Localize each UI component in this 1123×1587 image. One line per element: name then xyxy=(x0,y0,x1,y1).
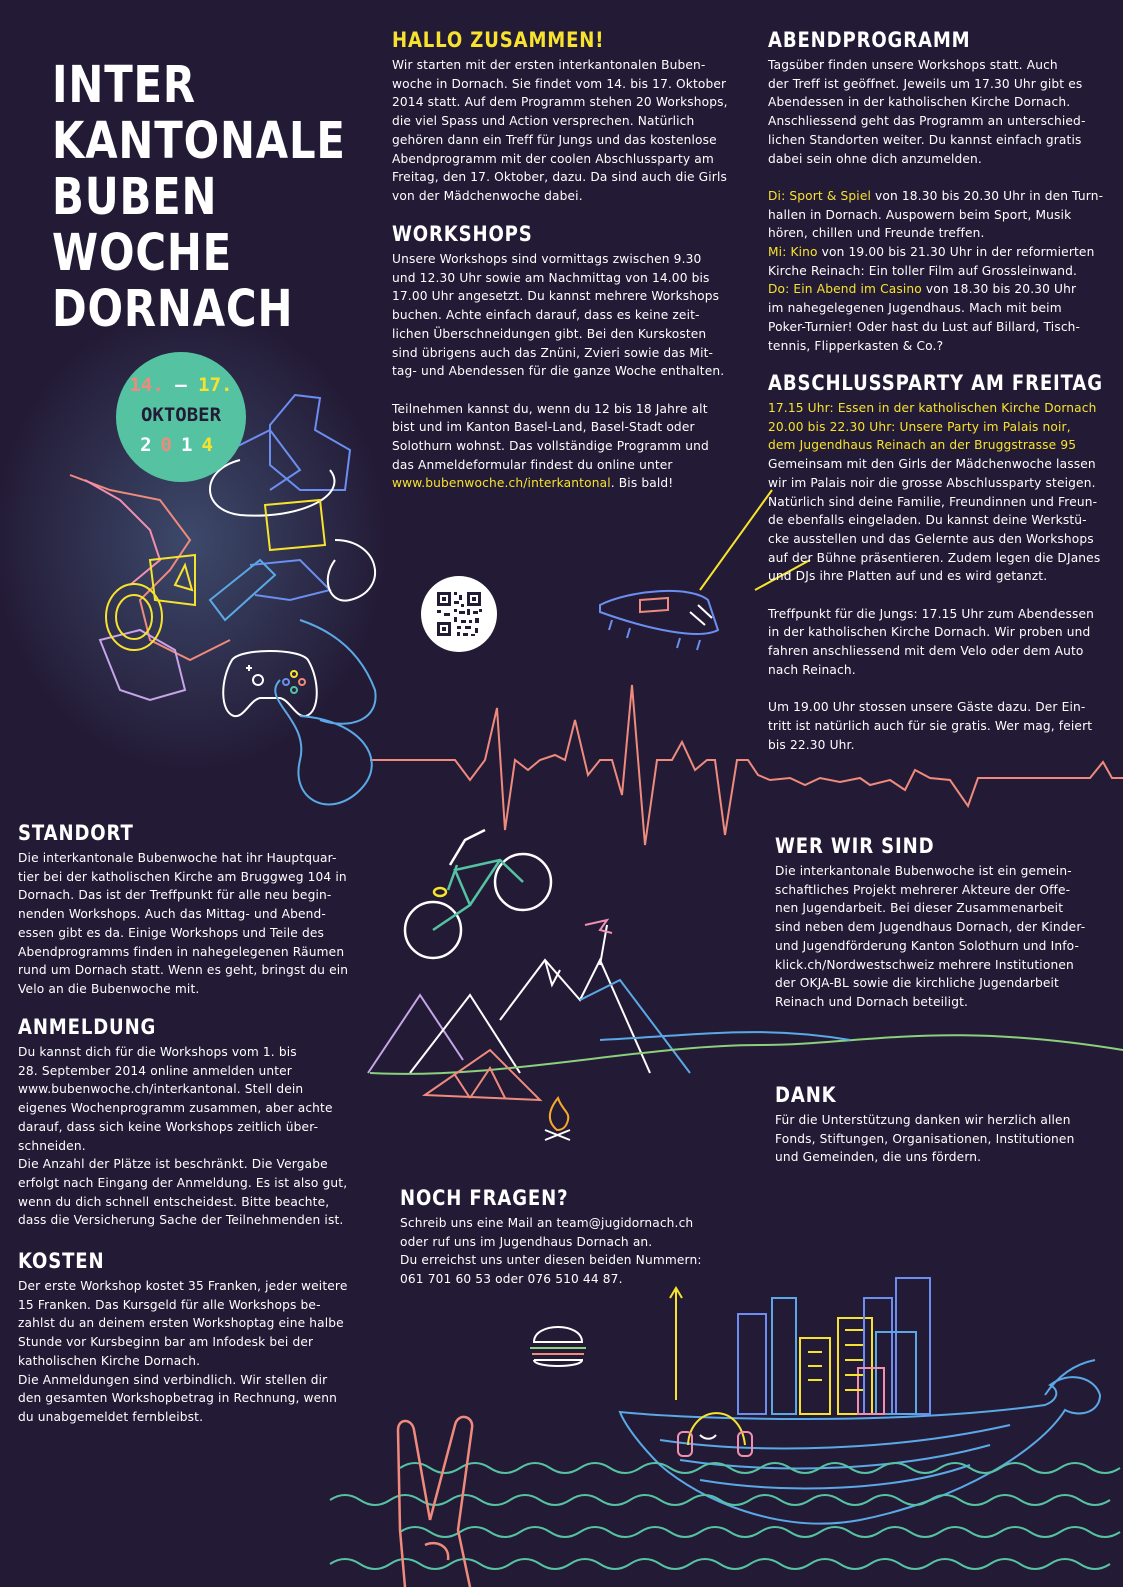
body-line: essen gibt es da. Einige Workshops und Teile des xyxy=(18,925,324,940)
body-line: Kirche Reinach: Ein toller Film auf Grossleinwand. xyxy=(768,263,1078,278)
body-line: Anschliessend geht das Programm an unterschied- xyxy=(768,114,1086,129)
body-line: www.bubenwoche.ch/interkantonal. Stell dein xyxy=(18,1082,304,1097)
doodle-ring-icon xyxy=(106,584,162,650)
body-line: im nahegelegenen Jugendhaus. Mach mit beim xyxy=(768,301,1062,316)
body-line: katholischen Kirche Dornach. xyxy=(18,1353,201,1368)
body-line: Fonds, Stiftungen, Organisationen, Institutionen xyxy=(775,1131,1075,1146)
body-line: Um 19.00 Uhr stossen unsere Gäste dazu. Der Ein- xyxy=(768,700,1086,715)
doodle-arm-icon xyxy=(70,475,230,700)
body-line: Tagsüber finden unsere Workshops statt. Auch xyxy=(768,58,1058,72)
program-item-di xyxy=(768,187,1118,206)
highlight-line: dem Jugendhaus Reinach an der Bruggstrasse 95 xyxy=(768,438,1077,453)
anmeldung-heading: ANMELDUNG xyxy=(18,1015,157,1039)
body-line: woche in Dornach. Sie findet vom 14. bis 17. Oktober xyxy=(392,76,727,91)
city-skyline-illustration xyxy=(738,1278,930,1414)
body-line: Solothurn wohnst. Das vollständige Programm und xyxy=(392,439,709,454)
title-line: DORNACH xyxy=(52,280,294,339)
doodle-sock-icon xyxy=(230,395,350,490)
program-link[interactable]: www.bubenwoche.ch/interkantonal xyxy=(392,476,611,491)
burger-icon xyxy=(530,1327,586,1366)
kosten-heading: KOSTEN xyxy=(18,1249,105,1273)
fragen-heading: NOCH FRAGEN? xyxy=(400,1186,569,1210)
body-line: der OKJA-BL sowie die kirchliche Jugendarbeit xyxy=(775,976,1059,991)
di-text: von 18.30 bis 20.30 Uhr in den Turn- xyxy=(871,188,1104,203)
body-line: tag- und Abendessen für die ganze Woche enthalten. xyxy=(392,364,725,379)
body-line: hören, chillen und Freunde treffen. xyxy=(768,226,985,241)
body-line: Die interkantonale Bubenwoche hat ihr Hauptquar- xyxy=(18,851,337,865)
link-tail: . Bis bald! xyxy=(610,476,674,491)
body-line: Abendessen in der katholischen Kirche Dornach. xyxy=(768,95,1071,110)
body-line: lichen Standorten weiter. Du kannst einfach gratis xyxy=(768,132,1082,147)
bicycle-icon xyxy=(405,830,551,958)
date-badge xyxy=(116,352,246,482)
title-line: BUBEN xyxy=(52,168,218,227)
body-line: Der erste Workshop kostet 35 Franken, jeder weitere xyxy=(18,1279,348,1293)
abendprogramm-heading: ABENDPROGRAMM xyxy=(768,28,971,52)
body-line: die viel Spass und Action versprechen. Natürlich xyxy=(392,114,695,129)
body-line: und DJs ihre Platten auf und es wird getanzt. xyxy=(768,569,1048,584)
mi-text: von 19.00 bis 21.30 Uhr in der reformierten xyxy=(817,245,1095,260)
tent-icon xyxy=(425,1050,540,1100)
body-line: schneiden. xyxy=(18,1138,86,1153)
body-line: das Anmeldeformular findest du online unter xyxy=(392,457,673,472)
section-workshops xyxy=(392,221,742,493)
body-line: Die interkantonale Bubenwoche ist ein gemein- xyxy=(775,864,1072,878)
body-line: nenden Workshops. Auch das Mittag- und Abend- xyxy=(18,907,326,922)
body-line: hallen in Dornach. Auspowern beim Sport, Musik xyxy=(768,207,1072,222)
year-digit: 1 xyxy=(181,434,202,456)
body-line: Wir starten mit der ersten interkantonalen Buben- xyxy=(392,58,706,72)
hallo-heading: HALLO ZUSAMMEN! xyxy=(392,28,605,52)
dank-heading: DANK xyxy=(775,1083,837,1107)
date-month: OKTOBER xyxy=(140,404,222,426)
flyer-title xyxy=(52,58,346,338)
body-line: bist und im Kanton Basel-Land, Basel-Stadt oder xyxy=(392,420,695,435)
section-wer-wir-sind xyxy=(775,833,1115,1012)
wer-heading: WER WIR SIND xyxy=(775,834,935,858)
body-line: Reinach und Dornach beteiligt. xyxy=(775,994,969,1009)
date-end: 17. xyxy=(198,374,233,396)
date-dash: — xyxy=(175,374,187,396)
body-line: und Jugendförderung Kanton Solothurn und Info- xyxy=(775,938,1080,953)
section-standort xyxy=(18,820,368,999)
body-line: zahlst du an deinem ersten Workshoptag eine halbe xyxy=(18,1316,344,1331)
body-line: 28. September 2014 online anmelden unter xyxy=(18,1063,292,1078)
section-abendprogramm xyxy=(768,27,1118,355)
body-line: Teilnehmen kannst du, wenn du 12 bis 18 Jahre alt xyxy=(392,401,708,416)
body-line: den gesamten Workshopbetrag in Rechnung, wenn xyxy=(18,1391,338,1406)
body-line: Gemeinsam mit den Girls der Mädchenwoche lassen xyxy=(768,457,1096,472)
body-line: rund um Dornach statt. Wenn es geht, bringst du ein xyxy=(18,963,349,978)
highlight-line: 20.00 bis 22.30 Uhr: Unsere Party im Palais noir, xyxy=(768,419,1071,434)
body-line: wenn du dich schnell entscheidest. Bitte beachte, xyxy=(18,1194,330,1209)
body-line: bis 22.30 Uhr. xyxy=(768,737,855,752)
body-line: dabei sein ohne dich anzumelden. xyxy=(768,151,982,166)
body-line: Natürlich sind deine Familie, Freundinnen und Freun- xyxy=(768,494,1098,509)
body-line: Die Anmeldungen sind verbindlich. Wir stellen dir xyxy=(18,1372,328,1387)
body-line: Du kannst dich für die Workshops vom 1. bis xyxy=(18,1045,297,1059)
program-item-mi xyxy=(768,243,1118,262)
program-item-do xyxy=(768,280,1118,299)
body-line: der Treff ist geöffnet. Jeweils um 17.30 Uhr gibt es xyxy=(768,76,1083,91)
body-line: sind neben dem Jugendhaus Dornach, der Kinder- xyxy=(775,920,1086,935)
standort-heading: STANDORT xyxy=(18,821,134,845)
body-line: Velo an die Bubenwoche mit. xyxy=(18,981,200,996)
highlight-line: 17.15 Uhr: Essen in der katholischen Kirche Dornach xyxy=(768,401,1097,415)
date-start: 14. xyxy=(129,374,164,396)
year-digit: 2 xyxy=(140,434,161,456)
body-line: Schreib uns eine Mail an team@jugidornach.ch xyxy=(400,1216,694,1230)
body-line: Für die Unterstützung danken wir herzlich allen xyxy=(775,1113,1071,1127)
body-line: Treffpunkt für die Jungs: 17.15 Uhr zum Abendessen xyxy=(768,606,1094,621)
do-text: von 18.30 bis 20.30 Uhr xyxy=(921,282,1077,297)
body-line: buchen. Achte einfach darauf, dass es keine zeit- xyxy=(392,308,700,323)
body-line: nach Reinach. xyxy=(768,662,856,677)
body-line: Du erreichst uns unter diesen beiden Nummern: xyxy=(400,1253,702,1268)
body-line: cke ausstellen und das Gelernte aus den Workshops xyxy=(768,531,1094,546)
body-line: Dornach. Das ist der Treffpunkt für alle neu begin- xyxy=(18,888,332,903)
workshops-heading: WORKSHOPS xyxy=(392,222,533,246)
body-line: 15 Franken. Das Kursgeld für alle Workshops be- xyxy=(18,1297,321,1312)
body-line: lichen Überschneidungen gibt. Bei den Kurskosten xyxy=(392,326,707,341)
section-dank xyxy=(775,1082,1115,1167)
section-kosten xyxy=(18,1248,368,1427)
abschluss-heading: ABSCHLUSSPARTY AM FREITAG xyxy=(768,371,1103,395)
qr-code[interactable] xyxy=(421,576,497,652)
do-label: Do: Ein Abend im Casino xyxy=(768,282,922,297)
body-line: erfolgt nach Eingang der Anmeldung. Es ist also gut, xyxy=(18,1175,348,1190)
body-line: gehören dann ein Treff für Jungs und das kostenlose xyxy=(392,132,717,147)
di-label: Di: Sport & Spiel xyxy=(768,188,872,203)
year-digit: 4 xyxy=(201,434,222,456)
section-anmeldung xyxy=(18,1014,368,1230)
qr-code-icon xyxy=(421,576,497,652)
body-line: tennis, Flipperkasten & Co.? xyxy=(768,338,944,353)
body-line: Die Anzahl der Plätze ist beschränkt. Die Vergabe xyxy=(18,1157,328,1172)
arrow-up-icon xyxy=(670,1288,682,1400)
body-line: 17.00 Uhr angesetzt. Du kannst mehrere Workshops xyxy=(392,289,720,304)
campfire-icon xyxy=(545,1098,570,1140)
body-line: Unsere Workshops sind vormittags zwischen 9.30 xyxy=(392,252,702,266)
body-line xyxy=(392,474,742,493)
body-line: und 12.30 Uhr sowie am Nachmittag von 14.00 bis xyxy=(392,270,710,285)
peace-hand-icon xyxy=(398,1417,472,1587)
body-line: und Gemeinden, die uns fördern. xyxy=(775,1150,982,1165)
body-line: sind übrigens auch das Znüni, Zvieri sowie das Mit- xyxy=(392,345,714,360)
section-abschlussparty xyxy=(768,370,1118,754)
title-line: INTER xyxy=(52,56,196,115)
date-range xyxy=(116,374,246,396)
body-line: darauf, dass sich keine Workshops zeitlich über- xyxy=(18,1119,319,1134)
body-line: fahren anschliessend mit dem Velo oder dem Auto xyxy=(768,644,1084,659)
body-line: tier bei der katholischen Kirche am Bruggweg 104 in xyxy=(18,869,347,884)
body-line: eigenes Wochenprogramm zusammen, aber achte xyxy=(18,1101,333,1116)
body-line: nen Jugendarbeit. Bei dieser Zusammenarbeit xyxy=(775,901,1064,916)
body-line: klick.ch/Nordwestschweiz mehrere Institutionen xyxy=(775,957,1074,972)
year-digit: 0 xyxy=(160,434,181,456)
body-line: 061 701 60 53 oder 076 510 44 87. xyxy=(400,1272,623,1287)
body-line: de ebenfalls eingeladen. Du kannst deine Werkstü- xyxy=(768,513,1087,528)
body-line: 2014 statt. Auf dem Programm stehen 20 Workshops, xyxy=(392,95,728,110)
section-noch-fragen xyxy=(400,1185,740,1289)
body-line: Poker-Turnier! Oder hast du Lust auf Billard, Tisch- xyxy=(768,319,1081,334)
body-line: Stunde vor Kursbeginn bar am Infodesk bei der xyxy=(18,1335,314,1350)
game-controller-icon xyxy=(223,651,317,716)
body-line: in der katholischen Kirche Dornach. Wir proben und xyxy=(768,625,1091,640)
date-year xyxy=(116,434,246,456)
body-line: dass die Versicherung Sache der Teilnehmenden ist. xyxy=(18,1213,344,1228)
body-line: oder ruf uns im Jugendhaus Dornach an. xyxy=(400,1234,653,1249)
body-line: wir im Palais noir die grosse Abschlussparty steigen. xyxy=(768,475,1096,490)
body-line: schaftliches Projekt mehrerer Akteure der Offe- xyxy=(775,882,1071,897)
section-hallo xyxy=(392,27,742,206)
title-line: KANTONALE xyxy=(52,112,346,171)
mi-label: Mi: Kino xyxy=(768,245,818,260)
body-line: tritt ist natürlich auch für sie gratis. Wer mag, feiert xyxy=(768,718,1093,733)
title-line: WOCHE xyxy=(52,224,233,283)
body-line: von der Mädchenwoche dabei. xyxy=(392,188,583,203)
controller-cord xyxy=(275,620,375,804)
body-line: auf der Bühne präsentieren. Zudem legen die DJanes xyxy=(768,550,1101,565)
body-line: du unabgemeldet fernbleibst. xyxy=(18,1409,204,1424)
body-line: Abendprogramms finden in nahegelegenen Räumen xyxy=(18,944,345,959)
body-line: Freitag, den 17. Oktober, dazu. Da sind auch die Girls xyxy=(392,170,727,185)
body-line: Abendprogramm mit der coolen Abschlussparty am xyxy=(392,151,714,166)
